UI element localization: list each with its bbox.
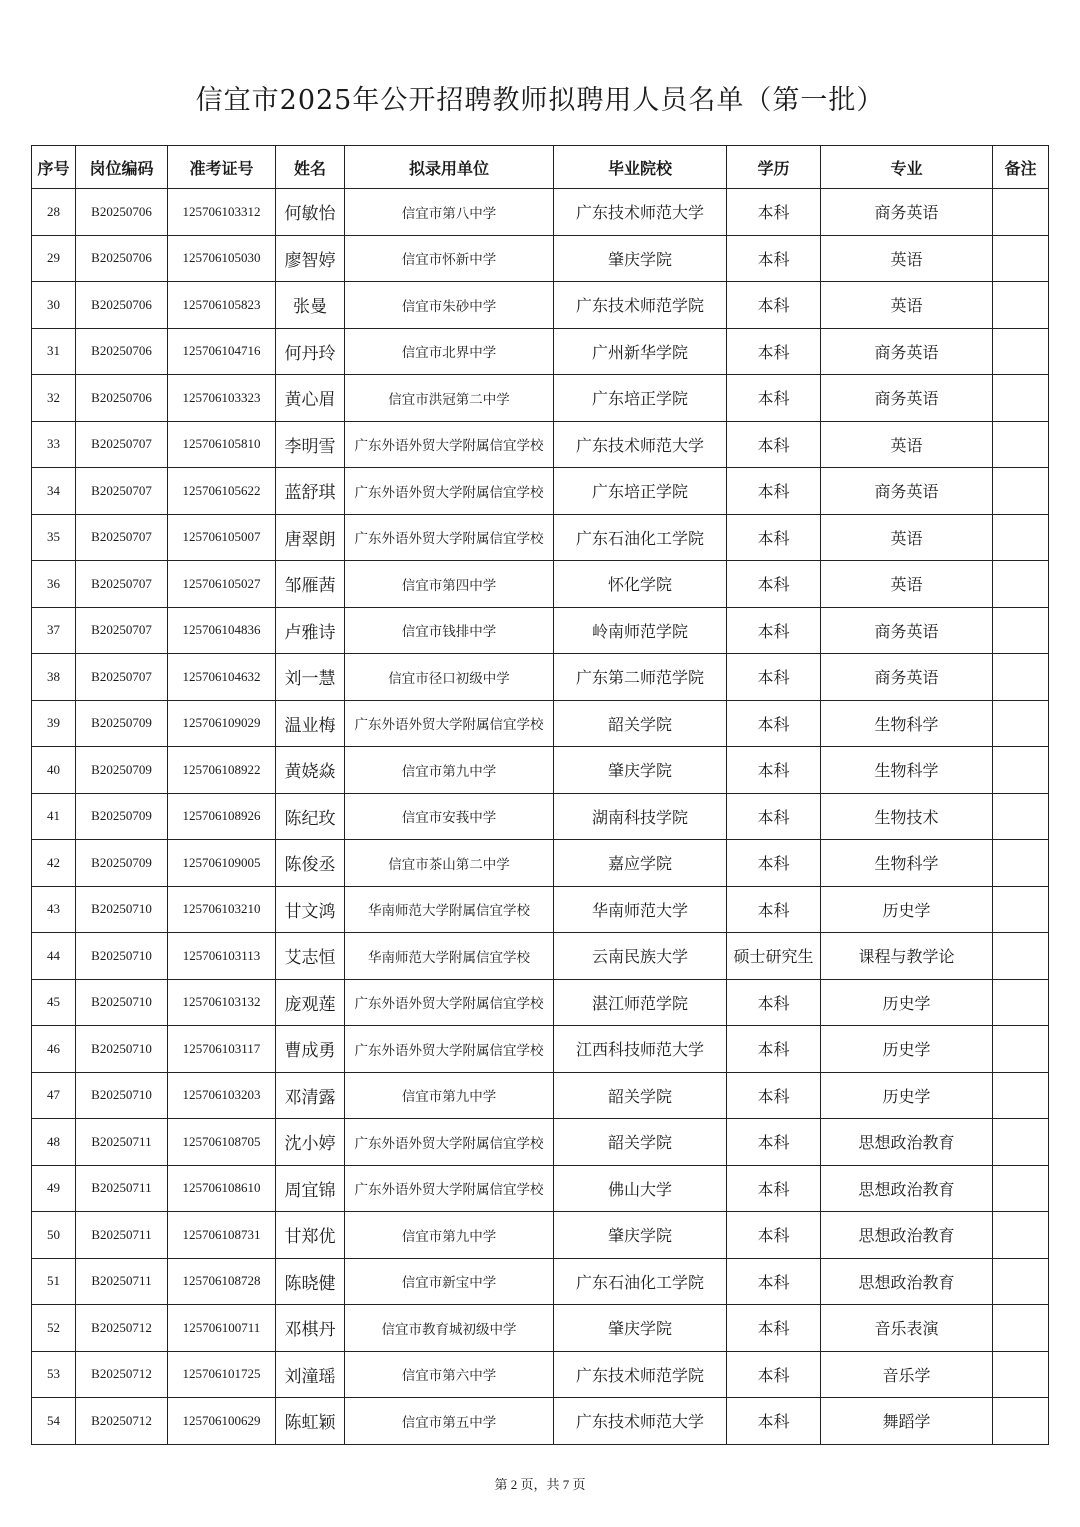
cell-name: 艾志恒	[276, 933, 345, 980]
cell-degree: 本科	[727, 561, 821, 608]
cell-major: 思想政治教育	[821, 1258, 993, 1305]
header-row	[32, 146, 1049, 189]
table-row	[32, 282, 1049, 329]
cell-exam: 125706104716	[168, 328, 276, 375]
cell-unit: 华南师范大学附属信宜学校	[345, 886, 554, 933]
table-row	[32, 561, 1049, 608]
cell-school: 广东石油化工学院	[554, 1258, 727, 1305]
cell-name: 卢雅诗	[276, 607, 345, 654]
cell-major: 商务英语	[821, 607, 993, 654]
cell-school: 广东第二师范学院	[554, 654, 727, 701]
cell-exam: 125706108731	[168, 1212, 276, 1259]
cell-code: B20250707	[76, 468, 168, 515]
cell-exam: 125706103132	[168, 979, 276, 1026]
cell-degree: 本科	[727, 654, 821, 701]
table-row	[32, 607, 1049, 654]
cell-school: 肇庆学院	[554, 1212, 727, 1259]
cell-seq: 50	[32, 1212, 76, 1259]
cell-major: 英语	[821, 282, 993, 329]
cell-unit: 广东外语外贸大学附属信宜学校	[345, 514, 554, 561]
cell-code: B20250711	[76, 1119, 168, 1166]
cell-remark	[993, 1305, 1049, 1352]
table-row	[32, 933, 1049, 980]
cell-exam: 125706105030	[168, 235, 276, 282]
cell-seq: 33	[32, 421, 76, 468]
cell-degree: 本科	[727, 421, 821, 468]
cell-major: 生物技术	[821, 793, 993, 840]
cell-school: 广东技术师范大学	[554, 1398, 727, 1445]
cell-unit: 广东外语外贸大学附属信宜学校	[345, 468, 554, 515]
cell-seq: 40	[32, 747, 76, 794]
cell-remark	[993, 933, 1049, 980]
cell-name: 甘文鸿	[276, 886, 345, 933]
cell-school: 广东技术师范学院	[554, 1351, 727, 1398]
table-row	[32, 1212, 1049, 1259]
cell-code: B20250710	[76, 979, 168, 1026]
cell-major: 历史学	[821, 1072, 993, 1119]
cell-code: B20250709	[76, 840, 168, 887]
cell-unit: 广东外语外贸大学附属信宜学校	[345, 979, 554, 1026]
cell-unit: 信宜市北界中学	[345, 328, 554, 375]
cell-school: 广州新华学院	[554, 328, 727, 375]
cell-school: 嘉应学院	[554, 840, 727, 887]
table-row	[32, 1165, 1049, 1212]
cell-remark	[993, 328, 1049, 375]
cell-seq: 28	[32, 189, 76, 236]
table-row	[32, 793, 1049, 840]
cell-name: 唐翠朗	[276, 514, 345, 561]
cell-major: 生物科学	[821, 700, 993, 747]
cell-exam: 125706100711	[168, 1305, 276, 1352]
cell-code: B20250710	[76, 933, 168, 980]
cell-school: 广东石油化工学院	[554, 514, 727, 561]
cell-degree: 本科	[727, 1165, 821, 1212]
cell-unit: 信宜市第六中学	[345, 1351, 554, 1398]
cell-unit: 信宜市第四中学	[345, 561, 554, 608]
cell-remark	[993, 793, 1049, 840]
cell-name: 周宜锦	[276, 1165, 345, 1212]
cell-unit: 信宜市教育城初级中学	[345, 1305, 554, 1352]
cell-degree: 本科	[727, 514, 821, 561]
cell-exam: 125706100629	[168, 1398, 276, 1445]
cell-exam: 125706109005	[168, 840, 276, 887]
cell-exam: 125706109029	[168, 700, 276, 747]
cell-major: 商务英语	[821, 468, 993, 515]
header-remark: 备注	[993, 146, 1049, 189]
cell-exam: 125706105622	[168, 468, 276, 515]
cell-major: 生物科学	[821, 747, 993, 794]
cell-code: B20250706	[76, 282, 168, 329]
cell-unit: 信宜市钱排中学	[345, 607, 554, 654]
cell-school: 广东技术师范学院	[554, 282, 727, 329]
table-row	[32, 1305, 1049, 1352]
cell-name: 张曼	[276, 282, 345, 329]
roster-table	[31, 145, 1049, 1445]
cell-seq: 38	[32, 654, 76, 701]
header-name: 姓名	[276, 146, 345, 189]
cell-major: 音乐表演	[821, 1305, 993, 1352]
cell-school: 广东培正学院	[554, 468, 727, 515]
cell-degree: 本科	[727, 793, 821, 840]
cell-exam: 125706108705	[168, 1119, 276, 1166]
cell-remark	[993, 375, 1049, 422]
cell-school: 韶关学院	[554, 1072, 727, 1119]
cell-unit: 信宜市径口初级中学	[345, 654, 554, 701]
cell-seq: 30	[32, 282, 76, 329]
cell-name: 黄心眉	[276, 375, 345, 422]
cell-unit: 信宜市怀新中学	[345, 235, 554, 282]
cell-exam: 125706103210	[168, 886, 276, 933]
cell-seq: 35	[32, 514, 76, 561]
cell-major: 音乐学	[821, 1351, 993, 1398]
table-row	[32, 747, 1049, 794]
cell-school: 韶关学院	[554, 1119, 727, 1166]
table-row	[32, 375, 1049, 422]
cell-unit: 信宜市茶山第二中学	[345, 840, 554, 887]
cell-name: 邹雁茜	[276, 561, 345, 608]
cell-name: 廖智婷	[276, 235, 345, 282]
header-degree: 学历	[727, 146, 821, 189]
cell-major: 课程与教学论	[821, 933, 993, 980]
table-row	[32, 1398, 1049, 1445]
cell-degree: 本科	[727, 1398, 821, 1445]
cell-unit: 信宜市第八中学	[345, 189, 554, 236]
cell-name: 甘郑优	[276, 1212, 345, 1259]
cell-degree: 本科	[727, 886, 821, 933]
cell-seq: 45	[32, 979, 76, 1026]
cell-remark	[993, 235, 1049, 282]
table-row	[32, 1026, 1049, 1073]
cell-code: B20250706	[76, 189, 168, 236]
cell-unit: 信宜市新宝中学	[345, 1258, 554, 1305]
cell-school: 肇庆学院	[554, 1305, 727, 1352]
cell-major: 英语	[821, 561, 993, 608]
cell-seq: 51	[32, 1258, 76, 1305]
cell-code: B20250707	[76, 607, 168, 654]
cell-remark	[993, 1026, 1049, 1073]
cell-major: 舞蹈学	[821, 1398, 993, 1445]
table-row	[32, 328, 1049, 375]
page-title: 信宜市2025年公开招聘教师拟聘用人员名单（第一批）	[195, 85, 885, 116]
cell-seq: 29	[32, 235, 76, 282]
cell-school: 佛山大学	[554, 1165, 727, 1212]
cell-name: 陈俊丞	[276, 840, 345, 887]
cell-major: 历史学	[821, 1026, 993, 1073]
cell-major: 商务英语	[821, 375, 993, 422]
cell-remark	[993, 654, 1049, 701]
table-row	[32, 468, 1049, 515]
cell-code: B20250706	[76, 375, 168, 422]
cell-code: B20250710	[76, 1072, 168, 1119]
cell-code: B20250710	[76, 1026, 168, 1073]
cell-code: B20250709	[76, 747, 168, 794]
table-row	[32, 1351, 1049, 1398]
cell-exam: 125706101725	[168, 1351, 276, 1398]
cell-code: B20250706	[76, 235, 168, 282]
cell-degree: 本科	[727, 979, 821, 1026]
cell-unit: 华南师范大学附属信宜学校	[345, 933, 554, 980]
cell-remark	[993, 282, 1049, 329]
cell-remark	[993, 1165, 1049, 1212]
cell-remark	[993, 1351, 1049, 1398]
cell-exam: 125706105823	[168, 282, 276, 329]
table-row	[32, 1072, 1049, 1119]
cell-remark	[993, 979, 1049, 1026]
cell-school: 江西科技师范大学	[554, 1026, 727, 1073]
cell-code: B20250710	[76, 886, 168, 933]
cell-exam: 125706103203	[168, 1072, 276, 1119]
cell-exam: 125706105007	[168, 514, 276, 561]
cell-unit: 信宜市朱砂中学	[345, 282, 554, 329]
cell-degree: 本科	[727, 1072, 821, 1119]
cell-degree: 本科	[727, 840, 821, 887]
header-unit: 拟录用单位	[345, 146, 554, 189]
cell-school: 肇庆学院	[554, 235, 727, 282]
cell-seq: 53	[32, 1351, 76, 1398]
cell-degree: 本科	[727, 700, 821, 747]
cell-major: 思想政治教育	[821, 1119, 993, 1166]
cell-exam: 125706103312	[168, 189, 276, 236]
header-major: 专业	[821, 146, 993, 189]
cell-name: 蓝舒琪	[276, 468, 345, 515]
cell-name: 邓棋丹	[276, 1305, 345, 1352]
cell-code: B20250711	[76, 1212, 168, 1259]
cell-code: B20250707	[76, 421, 168, 468]
cell-code: B20250712	[76, 1305, 168, 1352]
table-row	[32, 421, 1049, 468]
cell-unit: 信宜市第九中学	[345, 1072, 554, 1119]
cell-name: 陈晓健	[276, 1258, 345, 1305]
cell-exam: 125706108728	[168, 1258, 276, 1305]
cell-remark	[993, 468, 1049, 515]
cell-unit: 广东外语外贸大学附属信宜学校	[345, 1165, 554, 1212]
cell-school: 云南民族大学	[554, 933, 727, 980]
cell-exam: 125706108610	[168, 1165, 276, 1212]
cell-degree: 本科	[727, 468, 821, 515]
cell-name: 陈虹颖	[276, 1398, 345, 1445]
cell-degree: 本科	[727, 1351, 821, 1398]
header-code: 岗位编码	[76, 146, 168, 189]
cell-unit: 广东外语外贸大学附属信宜学校	[345, 1119, 554, 1166]
cell-degree: 本科	[727, 607, 821, 654]
cell-code: B20250709	[76, 793, 168, 840]
table-row	[32, 886, 1049, 933]
cell-code: B20250707	[76, 654, 168, 701]
table-row	[32, 189, 1049, 236]
cell-exam: 125706108926	[168, 793, 276, 840]
cell-school: 怀化学院	[554, 561, 727, 608]
cell-seq: 42	[32, 840, 76, 887]
cell-exam: 125706104836	[168, 607, 276, 654]
header-school: 毕业院校	[554, 146, 727, 189]
cell-school: 华南师范大学	[554, 886, 727, 933]
cell-seq: 36	[32, 561, 76, 608]
table-row	[32, 840, 1049, 887]
cell-remark	[993, 1119, 1049, 1166]
cell-seq: 54	[32, 1398, 76, 1445]
cell-code: B20250712	[76, 1351, 168, 1398]
cell-degree: 硕士研究生	[727, 933, 821, 980]
cell-degree: 本科	[727, 282, 821, 329]
cell-name: 邓清露	[276, 1072, 345, 1119]
cell-seq: 31	[32, 328, 76, 375]
cell-major: 思想政治教育	[821, 1165, 993, 1212]
cell-seq: 37	[32, 607, 76, 654]
cell-major: 生物科学	[821, 840, 993, 887]
cell-major: 英语	[821, 514, 993, 561]
cell-unit: 广东外语外贸大学附属信宜学校	[345, 421, 554, 468]
cell-school: 广东技术师范大学	[554, 421, 727, 468]
cell-seq: 48	[32, 1119, 76, 1166]
cell-exam: 125706103323	[168, 375, 276, 422]
cell-seq: 41	[32, 793, 76, 840]
cell-remark	[993, 1072, 1049, 1119]
table-row	[32, 514, 1049, 561]
cell-major: 商务英语	[821, 189, 993, 236]
cell-remark	[993, 189, 1049, 236]
cell-code: B20250711	[76, 1165, 168, 1212]
cell-degree: 本科	[727, 328, 821, 375]
cell-code: B20250711	[76, 1258, 168, 1305]
cell-code: B20250709	[76, 700, 168, 747]
table-row	[32, 979, 1049, 1026]
cell-name: 黄娆焱	[276, 747, 345, 794]
page-footer: 第 2 页，共 7 页	[494, 1477, 586, 1492]
cell-degree: 本科	[727, 1119, 821, 1166]
cell-code: B20250712	[76, 1398, 168, 1445]
cell-degree: 本科	[727, 1212, 821, 1259]
cell-remark	[993, 886, 1049, 933]
cell-degree: 本科	[727, 375, 821, 422]
cell-name: 温业梅	[276, 700, 345, 747]
cell-unit: 信宜市第五中学	[345, 1398, 554, 1445]
cell-school: 岭南师范学院	[554, 607, 727, 654]
cell-school: 肇庆学院	[554, 747, 727, 794]
cell-name: 何丹玲	[276, 328, 345, 375]
table-row	[32, 1258, 1049, 1305]
cell-seq: 49	[32, 1165, 76, 1212]
cell-name: 陈纪玫	[276, 793, 345, 840]
cell-degree: 本科	[727, 747, 821, 794]
cell-remark	[993, 840, 1049, 887]
cell-seq: 52	[32, 1305, 76, 1352]
cell-remark	[993, 607, 1049, 654]
cell-seq: 32	[32, 375, 76, 422]
cell-unit: 广东外语外贸大学附属信宜学校	[345, 1026, 554, 1073]
cell-exam: 125706108922	[168, 747, 276, 794]
cell-school: 湛江师范学院	[554, 979, 727, 1026]
cell-school: 湖南科技学院	[554, 793, 727, 840]
cell-name: 李明雪	[276, 421, 345, 468]
cell-exam: 125706105810	[168, 421, 276, 468]
cell-degree: 本科	[727, 1026, 821, 1073]
cell-seq: 44	[32, 933, 76, 980]
table-row	[32, 235, 1049, 282]
cell-major: 英语	[821, 235, 993, 282]
cell-unit: 广东外语外贸大学附属信宜学校	[345, 700, 554, 747]
cell-school: 韶关学院	[554, 700, 727, 747]
cell-code: B20250706	[76, 328, 168, 375]
header-exam: 准考证号	[168, 146, 276, 189]
cell-unit: 信宜市第九中学	[345, 747, 554, 794]
cell-unit: 信宜市安莪中学	[345, 793, 554, 840]
cell-code: B20250707	[76, 514, 168, 561]
table-row	[32, 654, 1049, 701]
cell-code: B20250707	[76, 561, 168, 608]
cell-remark	[993, 514, 1049, 561]
roster-body	[32, 189, 1049, 1445]
table-row	[32, 1119, 1049, 1166]
cell-name: 沈小婷	[276, 1119, 345, 1166]
cell-unit: 信宜市洪冠第二中学	[345, 375, 554, 422]
cell-exam: 125706103117	[168, 1026, 276, 1073]
cell-major: 英语	[821, 421, 993, 468]
cell-degree: 本科	[727, 1258, 821, 1305]
cell-seq: 34	[32, 468, 76, 515]
cell-remark	[993, 700, 1049, 747]
cell-school: 广东技术师范大学	[554, 189, 727, 236]
cell-degree: 本科	[727, 235, 821, 282]
cell-exam: 125706103113	[168, 933, 276, 980]
cell-name: 刘潼瑶	[276, 1351, 345, 1398]
cell-remark	[993, 1212, 1049, 1259]
cell-name: 庞观莲	[276, 979, 345, 1026]
cell-major: 商务英语	[821, 654, 993, 701]
cell-major: 历史学	[821, 886, 993, 933]
cell-remark	[993, 1398, 1049, 1445]
header-seq: 序号	[32, 146, 76, 189]
cell-remark	[993, 421, 1049, 468]
cell-unit: 信宜市第九中学	[345, 1212, 554, 1259]
cell-seq: 47	[32, 1072, 76, 1119]
cell-name: 刘一慧	[276, 654, 345, 701]
cell-major: 历史学	[821, 979, 993, 1026]
cell-seq: 46	[32, 1026, 76, 1073]
cell-school: 广东培正学院	[554, 375, 727, 422]
cell-degree: 本科	[727, 189, 821, 236]
cell-name: 何敏怡	[276, 189, 345, 236]
table-row	[32, 700, 1049, 747]
cell-seq: 43	[32, 886, 76, 933]
cell-remark	[993, 747, 1049, 794]
cell-name: 曹成勇	[276, 1026, 345, 1073]
cell-remark	[993, 1258, 1049, 1305]
cell-exam: 125706104632	[168, 654, 276, 701]
cell-major: 商务英语	[821, 328, 993, 375]
cell-degree: 本科	[727, 1305, 821, 1352]
cell-seq: 39	[32, 700, 76, 747]
cell-major: 思想政治教育	[821, 1212, 993, 1259]
cell-remark	[993, 561, 1049, 608]
cell-exam: 125706105027	[168, 561, 276, 608]
